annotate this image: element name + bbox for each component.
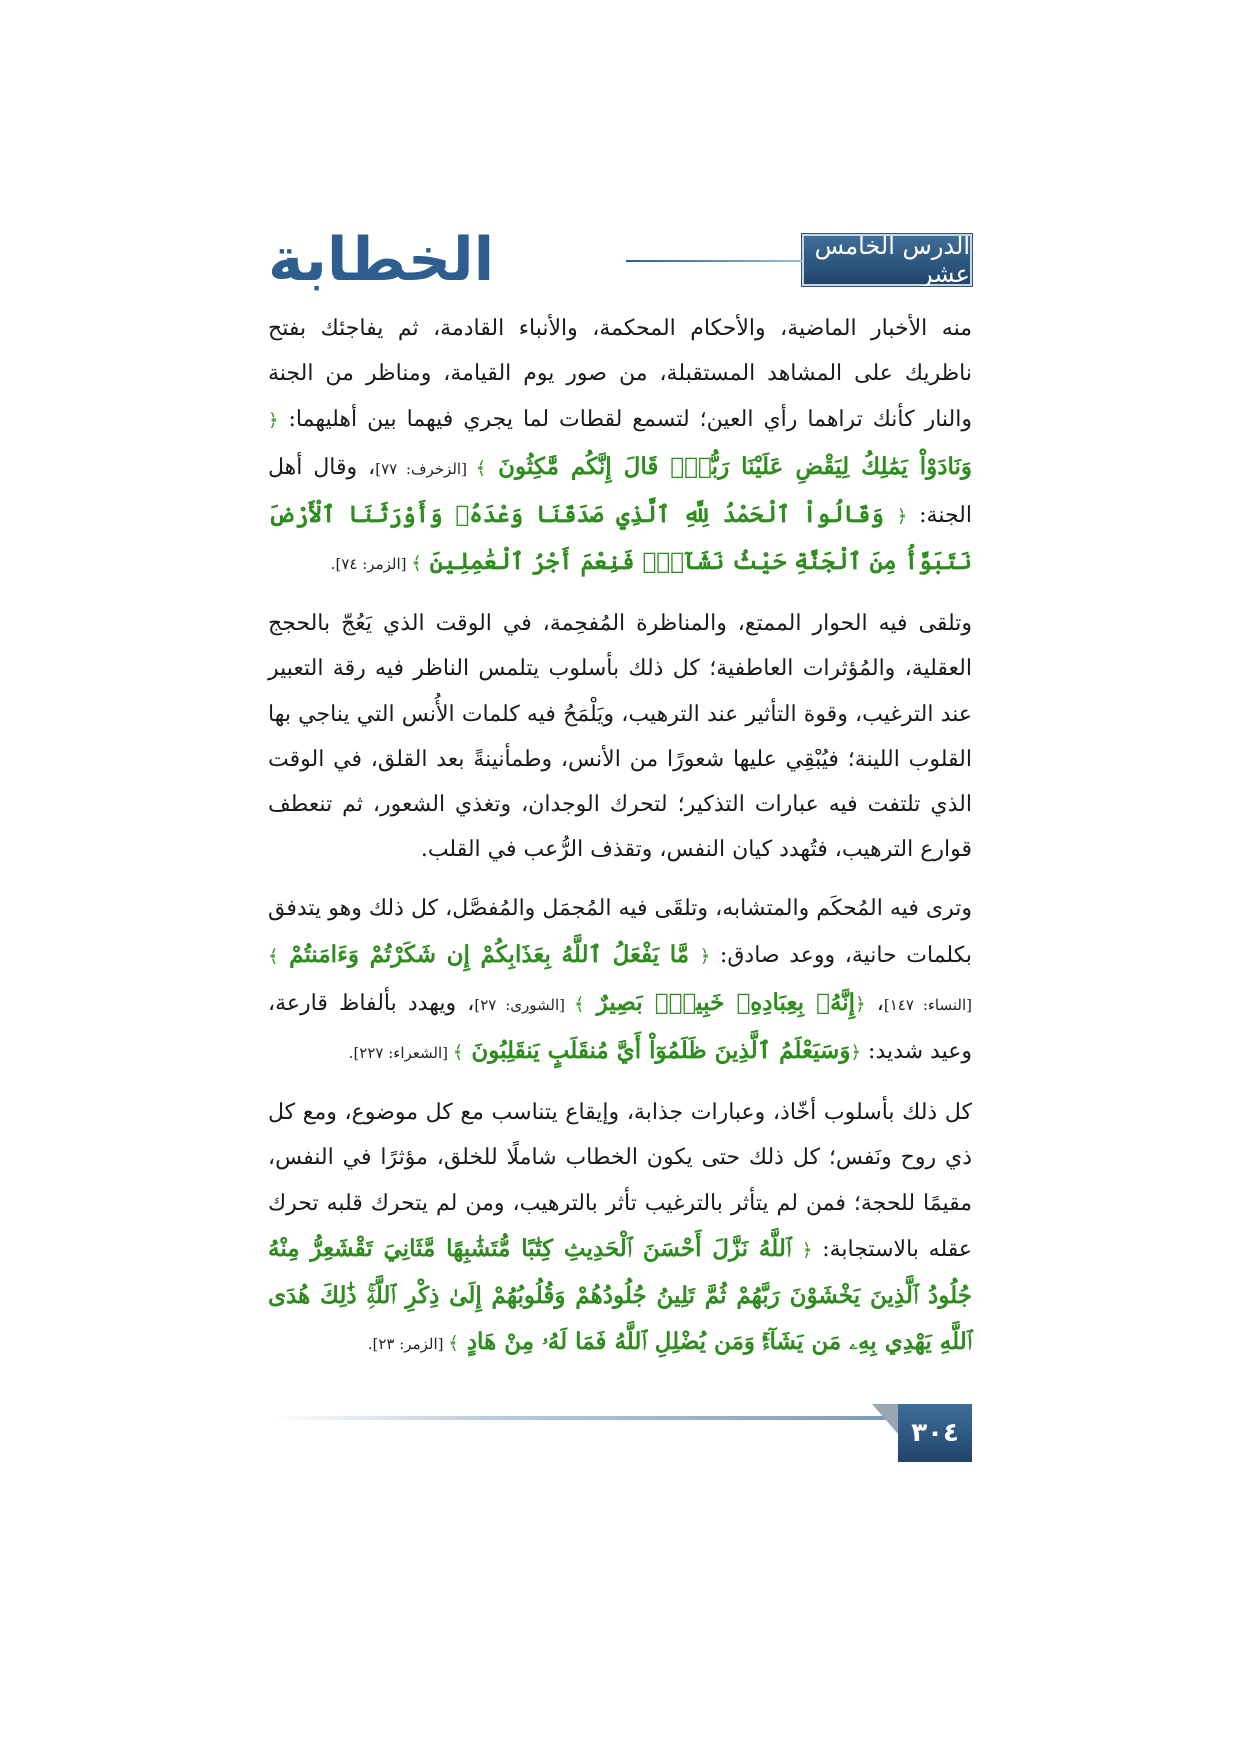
header-divider [626,260,802,262]
verse-bracket: ﴿ [855,993,866,1015]
paragraph-text: ، وقال أهل الجنة: [268,454,972,528]
verse-bracket: ﴿ [801,1239,813,1261]
verse-reference: [الزخرف: ٧٧] [375,459,476,478]
quran-verse: وَنَادَوْاْ يَمَٰلِكُ لِيَقْضِ عَلَيْنَا رَبُّكَۖ قَالَ إِنَّكُم مَّٰكِثُونَ [486,452,972,480]
footer-divider [268,1416,902,1420]
paragraph-text: وترى فيه المُحكَم والمتشابه، وتلقَى فيه المُجمَل والمُفصَّل، كل ذلك وهو يتدفق بكلمات حانية، ووعد صادق: [268,896,972,968]
verse-bracket: ﴾ [452,1042,464,1064]
quran-verse: وَقَالُواْ ٱلْحَمْدُ لِلَّهِ ٱلَّذِي صَدَقَنَا وَعْدَهُۥ وَأَوْرَثَنَا ٱلْأَرْضَ نَتَبَوَّأُ مِنَ ٱلْجَنَّةِ حَيْثُ نَشَآءُۖ فَنِعْمَ أَجْرُ ٱلْعَٰمِلِينَ [268,500,972,576]
page-tab-shadow [872,1404,898,1434]
quran-verse: وَسَيَعْلَمُ ٱلَّذِينَ ظَلَمُوٓاْ أَيَّ مُنقَلَبٍ يَنقَلِبُونَ [463,1037,851,1065]
paragraph [268,306,972,587]
verse-reference: [الزمر: ٢٣]. [367,1335,449,1354]
lesson-label: الدرس الخامس عشر [802,234,972,286]
paragraph-text: منه الأخبار الماضية، والأحكام المحكمة، والأنباء القادمة، ثم يفاجئك بفتح ناظريك على المشاهد المستقبلة، من صور يوم القيامة، ومناظر من الجنة والنار كأنك تراهما رأي العين؛ لتسمع لقطات لما يجري فيهما بين أهليهما: [268,316,972,433]
paragraph [268,1090,972,1367]
paragraph-text: كل ذلك بأسلوب أخّاذ، وعبارات جذابة، وإيقاع يتناسب مع كل موضوع، ومع كل ذي روح ونَفس؛ كل ذلك حتى يكون الخطاب شاملًا للخلق، مؤثرًا في النفس، مقيمًا للحجة؛ فمن لم يتأثر بالترغيب تأثر بالترهيب، ومن لم يتحرك قلبه تحرك عقله بالاستجابة: [268,1100,973,1262]
quran-verse: مَّا يَفْعَلُ ٱللَّهُ بِعَذَابِكُمْ إِن شَكَرْتُمْ وَءَامَنتُمْ [278,940,700,968]
paragraph-text: وتلقى فيه الحوار الممتع، والمناظرة المُفحِمة، في الوقت الذي يَعُجّ بالحجج العقلية، والمُؤثرات العاطفية؛ كل ذلك بأسلوب يتلمس الناظر فيه رقة التعبير عند الترغيب، وقوة التأثير عند الترهيب، ويَلْمَحُ فيه كلمات الأُنس التي يناجي بها القلوب اللينة؛ فيُبْقِي عليها شعورًا من الأنس، وطمأنينةً بعد القلق، في الوقت الذي تلتفت فيه عبارات التذكير؛ لتحرك الوجدان، وتغذي الشعور، ثم تنعطف قوارع الترهيب، فتُهدد كيان النفس، وتقذف الرُّعب في القلب. [268,611,972,863]
verse-reference: [الزمر: ٧٤]. [330,555,412,574]
verse-bracket: ﴾ [411,553,422,575]
verse-bracket: ﴿ [268,410,279,432]
section-title: الخطابة [268,225,495,295]
paragraph-text: ، ويهدد بألفاظ قارعة، وعيد شديد: [268,990,972,1065]
page-header [268,225,972,295]
quran-verse: إِنَّهُۥ بِعِبَادِهِۦ خَبِيرٌۢ بَصِيرٌ [584,988,856,1016]
paragraph [268,886,972,1076]
verse-bracket: ﴾ [475,457,487,479]
verse-bracket: ﴿ [850,1042,861,1064]
verse-bracket: ﴾ [448,1333,459,1355]
verse-bracket: ﴾ [268,945,279,967]
paragraph [268,601,972,872]
page-number: ٣٠٤ [898,1404,972,1462]
verse-bracket: ﴿ [699,945,711,967]
verse-bracket: ﴿ [896,505,908,527]
page-footer [268,1404,972,1462]
verse-bracket: ﴾ [573,993,585,1015]
body-text [268,306,972,1381]
quran-verse: ٱللَّهُ نَزَّلَ أَحْسَنَ ٱلْحَدِيثِ كِتَٰبًا مُّتَشَٰبِهًا مَّثَانِيَ تَقْشَعِرُّ مِنْهُ جُلُودُ ٱلَّذِينَ يَخْشَوْنَ رَبَّهُمْ ثُمَّ تَلِينُ جُلُودُهُمْ وَقُلُوبُهُمْ إِلَىٰ ذِكْرِ ٱللَّهِۚ ذَٰلِكَ هُدَى ٱللَّهِ يَهْدِي بِهِۦ مَن يَشَآءُۚ وَمَن يُضْلِلِ ٱللَّهُ فَمَا لَهُۥ مِنْ هَادٍ [268,1234,972,1356]
verse-reference: [الشورى: ٢٧] [474,995,574,1014]
verse-reference: [الشعراء: ٢٢٧]. [348,1044,453,1063]
verse-reference: [النساء: ١٤٧] [883,995,973,1014]
paragraph-text: ، [865,990,884,1016]
